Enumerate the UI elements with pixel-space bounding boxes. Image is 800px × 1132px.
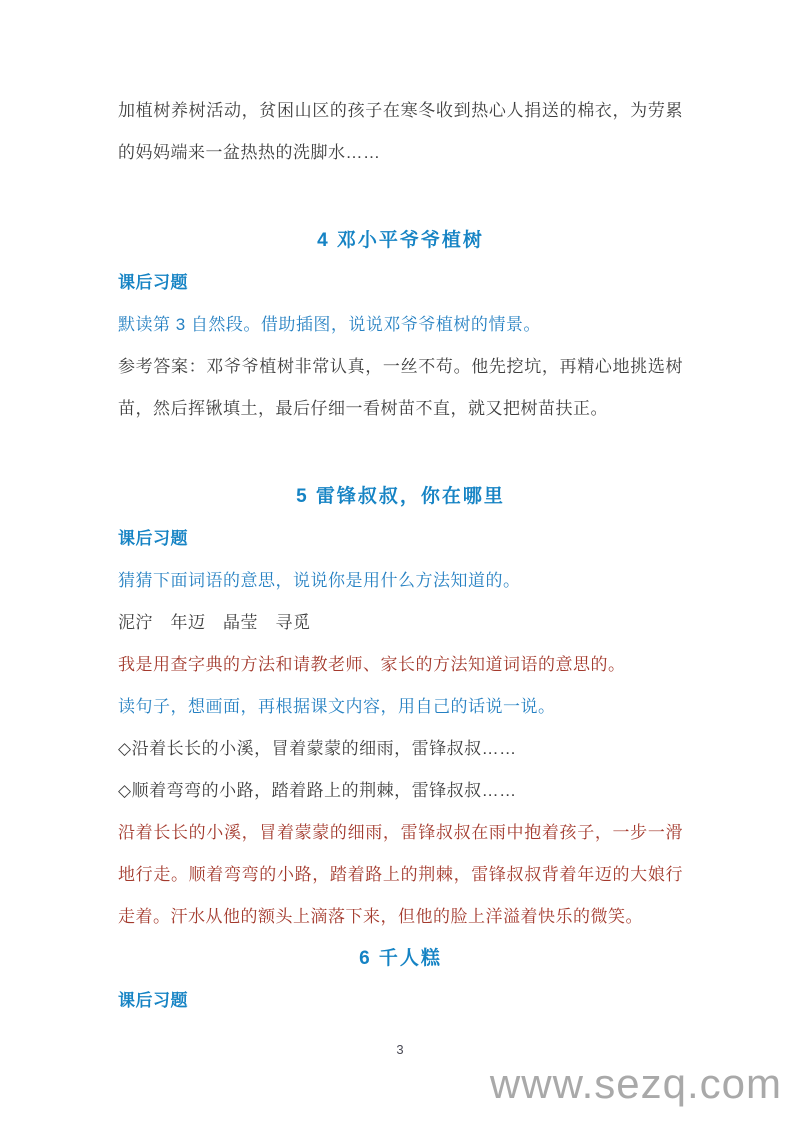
excerpt-line: ◇沿着长长的小溪，冒着蒙蒙的细雨，雷锋叔叔…… [118,739,517,758]
answer-text: 沿着长长的小溪，冒着蒙蒙的细雨，雷锋叔叔在雨中抱着孩子，一步一滑地行走。顺着弯弯的小路，踏着路上的荆棘，雷锋叔叔背着年迈的大娘行走着。汗水从他的额头上滴落下来，但他的脸上洋溢着快乐的微笑。 [118,823,683,926]
excerpt-line: ◇顺着弯弯的小路，踏着路上的荆棘，雷锋叔叔…… [118,781,517,800]
section-title-6: 6 千人糕 [359,948,442,969]
section-title-4: 4 邓小平爷爷植树 [317,230,484,251]
reference-answer-text: 参考答案：邓爷爷植树非常认真，一丝不苟。他先挖坑，再精心地挑选树苗，然后挥锹填土，最后仔细一看树苗不直，就又把树苗扶正。 [118,357,683,418]
homework-label: 课后习题 [118,273,188,292]
section-title-5: 5 雷锋叔叔，你在哪里 [296,486,505,507]
word-list: 泥泞 年迈 晶莹 寻觅 [118,613,311,632]
intro-paragraph: 加植树养树活动，贫困山区的孩子在寒冬收到热心人捐送的棉衣，为劳累的妈妈端来一盆热热的洗脚水…… [118,101,683,162]
page-number: 3 [396,1042,404,1057]
homework-label: 课后习题 [118,991,188,1010]
question-text: 默读第 3 自然段。借助插图，说说邓爷爷植树的情景。 [118,315,541,334]
document-body [118,90,683,1022]
question-text: 猜猜下面词语的意思，说说你是用什么方法知道的。 [118,571,521,590]
homework-label: 课后习题 [118,529,188,548]
watermark-text: www.sezq.com [489,1060,782,1107]
question-text: 读句子，想画面，再根据课文内容，用自己的话说一说。 [118,697,556,716]
answer-text: 我是用查字典的方法和请教老师、家长的方法知道词语的意思的。 [118,655,626,674]
